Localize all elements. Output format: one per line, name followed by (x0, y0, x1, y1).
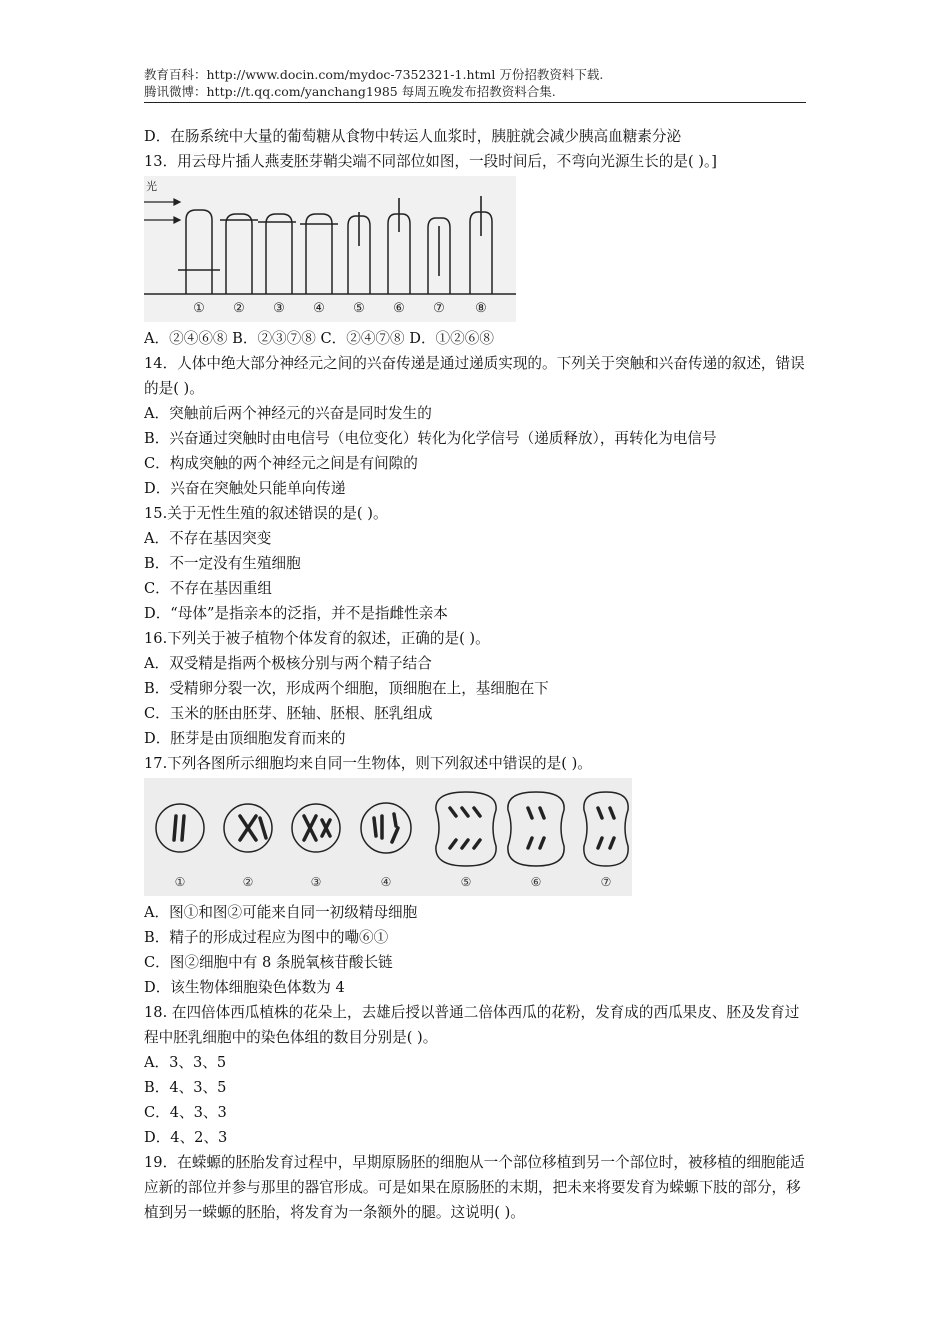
q14-option-a: A．突触前后两个神经元的兴奋是同时发生的 (144, 405, 432, 422)
q16-option-a: A．双受精是指两个极核分别与两个精子结合 (144, 655, 432, 672)
q16-stem: 16.下列关于被子植物个体发育的叙述，正确的是( )。 (144, 630, 490, 647)
q17-option-a: A．图①和图②可能来自同一初级精母细胞 (144, 904, 418, 921)
document-body (144, 124, 808, 1225)
coleoptile-label: ④ (313, 301, 325, 316)
cell-label: ② (242, 875, 254, 889)
q15-option-d: D．“母体”是指亲本的泛指，并不是指雌性亲本 (144, 605, 448, 622)
cell-label: ⑦ (600, 875, 612, 889)
coleoptile-label: ① (193, 301, 205, 316)
q19-stem: 19．在蝾螈的胚胎发育过程中，早期原肠胚的细胞从一个部位移植到另一个部位时，被移植的细胞能适应新的部位并参与那里的器官形成。可是如果在原肠胚的末期，把未来将要发育为蝾螈下肢的部分，移植到另一蝾螈的胚胎，将发育为一条额外的腿。这说明( )。 (144, 1154, 805, 1221)
coleoptile-label: ② (233, 301, 245, 316)
q13-options: A．②④⑥⑧ B．②③⑦⑧ C．②④⑦⑧ D．①②⑥⑧ (144, 330, 494, 347)
cell-label: ⑤ (460, 875, 472, 889)
coleoptile-diagram (144, 176, 516, 322)
cell-division-diagram (144, 778, 632, 896)
cell-label: ① (174, 875, 186, 889)
q17-figure (144, 778, 808, 896)
q16-option-c: C．玉米的胚由胚芽、胚轴、胚根、胚乳组成 (144, 705, 433, 722)
q15-stem: 15.关于无性生殖的叙述错误的是( )。 (144, 505, 388, 522)
q18-stem: 18. 在四倍体西瓜植株的花朵上，去雄后授以普通二倍体西瓜的花粉，发育成的西瓜果皮、胚及发育过程中胚乳细胞中的染色体组的数目分别是( )。 (144, 1004, 800, 1046)
q15-option-a: A．不存在基因突变 (144, 530, 272, 547)
coleoptile-label: ⑧ (475, 301, 487, 316)
q13-figure (144, 176, 808, 322)
q18-option-b: B．4、3、5 (144, 1079, 227, 1096)
q14-stem: 14．人体中绝大部分神经元之间的兴奋传递是通过递质实现的。下列关于突触和兴奋传递的叙述，错误的是( )。 (144, 355, 805, 397)
q18-option-a: A．3、3、5 (144, 1054, 227, 1071)
cell-label: ③ (310, 875, 322, 889)
q13-stem: 13．用云母片插人燕麦胚芽鞘尖端不同部位如图，一段时间后，不弯向光源生长的是( )。] (144, 153, 717, 170)
cell-label: ④ (380, 875, 392, 889)
q16-option-d: D．胚芽是由顶细胞发育而来的 (144, 730, 346, 747)
q12-option-d: D．在肠系统中大量的葡萄糖从食物中转运人血浆时，胰脏就会减少胰高血糖素分泌 (144, 128, 682, 145)
header-line-1: 教育百科：http://www.docin.com/mydoc-7352321-1.html 万份招教资料下载. (144, 67, 604, 82)
q17-option-c: C．图②细胞中有 8 条脱氧核苷酸长链 (144, 954, 393, 971)
q18-option-d: D．4、2、3 (144, 1129, 228, 1146)
q17-option-b: B．精子的形成过程应为图中的嘞⑥① (144, 929, 389, 946)
q18-option-c: C．4、3、3 (144, 1104, 227, 1121)
header-line-2: 腾讯微博：http://t.qq.com/yanchang1985 每周五晚发布招教资料合集. (144, 84, 556, 99)
q15-option-c: C．不存在基因重组 (144, 580, 272, 597)
page-header (144, 66, 806, 103)
coleoptile-label: ③ (273, 301, 285, 316)
cell-label: ⑥ (530, 875, 542, 889)
q17-option-d: D．该生物体细胞染色体数为 4 (144, 979, 345, 996)
q17-stem: 17.下列各图所示细胞均来自同一生物体，则下列叙述中错误的是( )。 (144, 755, 592, 772)
q14-option-c: C．构成突触的两个神经元之间是有间隙的 (144, 455, 418, 472)
q15-option-b: B．不一定没有生殖细胞 (144, 555, 301, 572)
coleoptile-label: ⑥ (393, 301, 405, 316)
q14-option-b: B．兴奋通过突触时由电信号（电位变化）转化为化学信号（递质释放），再转化为电信号 (144, 430, 717, 447)
q16-option-b: B．受精卵分裂一次，形成两个细胞，顶细胞在上，基细胞在下 (144, 680, 549, 697)
coleoptile-label: ⑦ (433, 301, 445, 316)
q14-option-d: D．兴奋在突触处只能单向传递 (144, 480, 346, 497)
light-label: 光 (146, 180, 157, 193)
coleoptile-label: ⑤ (353, 301, 365, 316)
